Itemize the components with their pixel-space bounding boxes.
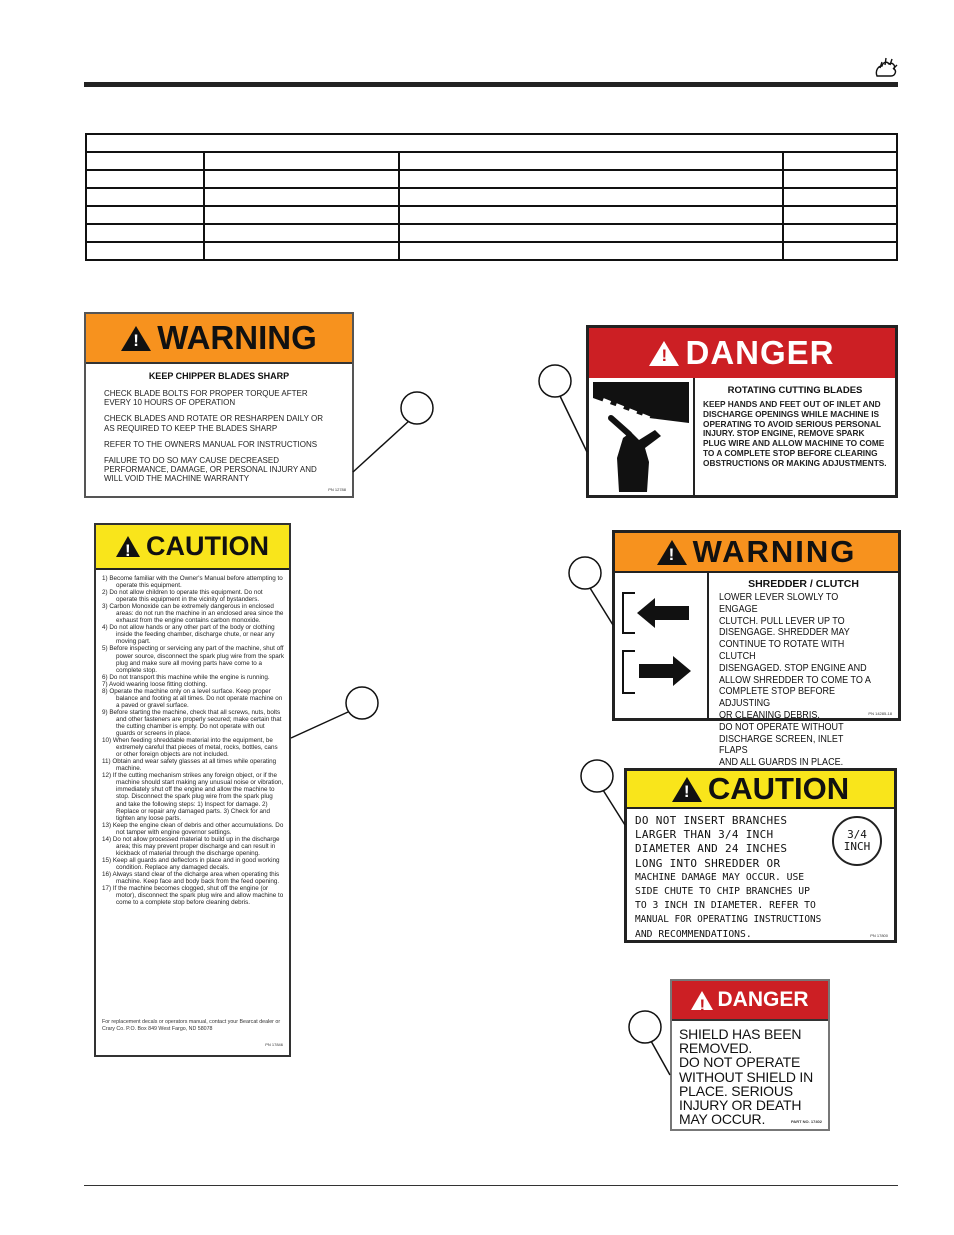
caution-list-item: 11) Obtain and wear safety glasses at all times while operating machine. [102,758,277,773]
warning-blades-title: KEEP CHIPPER BLADES SHARP [148,371,290,381]
danger-shield-header-text: DANGER [717,988,809,1011]
warning-clutch-decal [612,530,901,769]
clutch-line: AND ALL GUARDS IN PLACE. [719,756,844,769]
caution-list-item: 9) Before starting the machine, check that all screws, nuts, bolts and other fasteners are properly secured; make certain that the cutting chamber is empty. Do not operate with out guards or screens in place. [102,708,282,738]
clutch-line: DISENGAGE. SHREDDER MAY [719,626,850,639]
danger-shield-decal [670,979,830,1131]
caution-list-item: 16) Always stand clear of the dicharge area when operating this machine. Keep face and body back from the feed opening. [102,870,280,886]
part-number: PART NO. 17402 [790,1119,822,1124]
callout-clutch [569,557,613,625]
branches-line: SIDE CHUTE TO CHIP BRANCHES UP [635,886,810,898]
lever-arrows-icon [615,573,707,720]
branches-line: MACHINE DAMAGE MAY OCCUR. USE [635,871,805,883]
caution-list-item: 12) If the cutting mechanism strikes any foreign object, or if the machine should start making any unusual noise or vibration, immediately shut off the engine and allow the machine to stop. Disconnect the spark plug wire from the spark plug and take the following steps: 1) Inspect for damage. 2) Replace or repair any damaged parts. 3) Check for and tighten any loose parts. [102,772,284,822]
clutch-line: OR CLEANING DEBRIS. [719,708,820,721]
danger-shield-header [672,981,828,1021]
shield-line: INJURY OR DEATH [679,1097,802,1114]
table-row [86,188,897,206]
caution-header-text: CAUTION [146,531,269,561]
clutch-arrows-pictogram [615,573,709,720]
branches-line: LONG INTO SHREDDER OR [635,856,781,870]
caution-branches-header [627,771,894,809]
branches-line: TO 3 INCH IN DIAMETER. REFER TO [635,900,816,912]
shield-line: WITHOUT SHIELD IN [679,1068,814,1085]
clutch-line: CLUTCH. PULL LEVER UP TO [719,614,845,627]
footer-rule [84,1185,898,1186]
table-title-row [86,134,897,152]
shield-line: MAY OCCUR. [679,1111,766,1128]
table-row [86,224,897,242]
warning-blades-para: CHECK BLADES AND ROTATE OR RESHARPEN DAILY OR AS REQUIRED TO KEEP THE BLADES SHARP [104,414,324,433]
warning-blades-para: REFER TO THE OWNERS MANUAL FOR INSTRUCTIONS [104,439,318,449]
caution-branches-decal [624,768,897,943]
shield-line: DO NOT OPERATE [679,1054,801,1071]
caution-footer: For replacement decals or operators manual, contact your Bearcat dealer or Crary Co. P.O. Box 849 West Fargo, ND 58078 [102,1019,281,1032]
part-number: PN 12788 [328,487,346,492]
danger-header-text: DANGER [685,334,835,371]
warning-blades-decal [84,312,354,498]
table-row [86,170,897,188]
bear-paw-logo-icon [872,56,898,80]
warning-clutch-header [615,533,898,573]
caution-branches-header-text: CAUTION [707,771,850,806]
callout-branches [581,760,625,825]
caution-list-item: 4) Do not allow hands or any other part of the body or clothing inside the feeding chamber, discharge chute, or near any moving part. [102,624,275,646]
hand-cut-icon [589,378,693,496]
clutch-line: LOWER LEVER SLOWLY TO ENGAGE [719,591,839,615]
clutch-line: ALLOW SHREDDER TO COME TO A [719,673,871,686]
caution-list-item: 13) Keep the engine clean of debris and other accumulations. Do not tamper with engine governor settings. [102,821,284,836]
warning-header-text: WARNING [157,319,317,356]
three-quarter-inch-circle [832,816,882,866]
branches-line: LARGER THAN 3/4 INCH [635,828,774,842]
caution-list-item: 10) When feeding shreddable material into the equipment, be extremely careful that pieces of metal, rocks, bottles, cans or other foreign objects are not included. [102,737,278,759]
caution-list-decal [94,523,291,1057]
caution-list-item: 15) Keep all guards and deflectors in place and in good working condition. Replace any damaged decals. [102,856,280,871]
warning-blades-para: CHECK BLADE BOLTS FOR PROPER TORQUE AFTER EVERY 10 HOURS OF OPERATION [104,389,308,408]
caution-items-list [96,570,289,906]
table-row [86,152,897,170]
caution-triangle-icon [672,777,702,802]
caution-list-item: 5) Before inspecting or servicing any part of the machine, shut off power source, disconnect the spark plug wire from the spark plug and make sure all moving parts have come to a complete stop. [102,645,284,674]
danger-rotating-body: KEEP HANDS AND FEET OUT OF INLET AND DISCHARGE OPENINGS WHILE MACHINE IS OPERATING TO AVOID SERIOUS PERSONAL INJURY. STOP ENGINE, REMOVE SPARK PLUG WIRE AND ALLOW MACHINE TO COME TO A COMPLETE STOP BEFORE CLEARING OBSTRUCTIONS OR MAKING ADJUSTMENTS. [703,399,887,468]
circle-unit-text: INCH [843,840,871,853]
danger-triangle-icon [691,991,713,1010]
hand-blade-pictogram [589,378,695,496]
caution-list-item: 7) Avoid wearing loose fitting clothing. [102,680,208,688]
shield-line: REMOVED. [679,1040,753,1057]
clutch-line: CONTINUE TO ROTATE WITH CLUTCH [719,638,845,662]
branches-line: AND RECOMMENDATIONS. [635,928,752,940]
table-row [86,242,897,260]
warning-triangle-icon [121,326,151,351]
warning-triangle-icon [657,540,687,565]
callout-blades [353,392,433,472]
callout-rotating [539,365,587,452]
callout-caution-list [291,687,378,738]
danger-triangle-icon [649,341,679,366]
clutch-line: DO NOT OPERATE WITHOUT [719,720,844,733]
decal-parts-table [85,133,898,261]
clutch-line: DISCHARGE SCREEN, INLET FLAPS [719,732,844,757]
callout-shield [629,1011,670,1075]
danger-header [589,328,895,378]
part-number: PN 17846 [265,1042,283,1047]
caution-list-item: 14) Do not allow processed material to build up in the discharge area; this may prevent proper discharge and can result in kickback of material through the discharge opening. [102,835,280,857]
caution-list-item: 2) Do not allow children to operate this equipment. Do not operate this equipment in the vicinity of bystanders. [102,589,263,604]
caution-list-item: 8) Operate the machine only on a level surface. Keep proper balance and footing at all times. Do not operate machine on a paved or gravel surface. [102,687,283,709]
circle-size-text: 3/4 [847,828,867,841]
caution-list-item: 3) Carbon Monoxide can be extremely dangerous in enclosed areas: do not run the machine in an enclosed area since the exhaust from the engine contains carbon monoxide. [102,603,284,625]
caution-triangle-icon [116,536,140,557]
part-number: PN 17800 [870,933,888,938]
branches-line: DIAMETER AND 24 INCHES [635,842,788,856]
warning-clutch-title: SHREDDER / CLUTCH [748,578,859,590]
clutch-line: COMPLETE STOP BEFORE ADJUSTING [719,685,836,710]
warning-blades-para: FAILURE TO DO SO MAY CAUSE DECREASED PERFORMANCE, DAMAGE, OR PERSONAL INJURY AND WILL VOID THE MACHINE WARRANTY [104,456,317,484]
branches-line: DO NOT INSERT BRANCHES [635,814,788,827]
table-row [86,206,897,224]
header-rule [84,82,898,87]
warning-clutch-header-text: WARNING [692,534,857,569]
warning-header [86,314,352,364]
danger-rotating-title: ROTATING CUTTING BLADES [727,385,863,396]
caution-list-item: 17) If the machine becomes clogged, shut off the engine (or motor), disconnect the spark plug wire and allow machine to come to a complete stop before cleaning debris. [102,885,284,907]
shield-line: SHIELD HAS BEEN [679,1026,802,1042]
caution-list-item: 6) Do not transport this machine while the engine is running. [102,673,270,681]
caution-header [96,525,289,570]
part-number: PN 14285-18 [868,711,892,716]
danger-rotating-decal [586,325,898,498]
shield-line: PLACE. SERIOUS [679,1082,793,1099]
clutch-line: DISENGAGED. STOP ENGINE AND [719,661,867,674]
caution-list-item: 1) Become familiar with the Owner's Manual before attempting to operate this equipment. [102,575,283,590]
branches-line: MANUAL FOR OPERATING INSTRUCTIONS [635,914,822,926]
